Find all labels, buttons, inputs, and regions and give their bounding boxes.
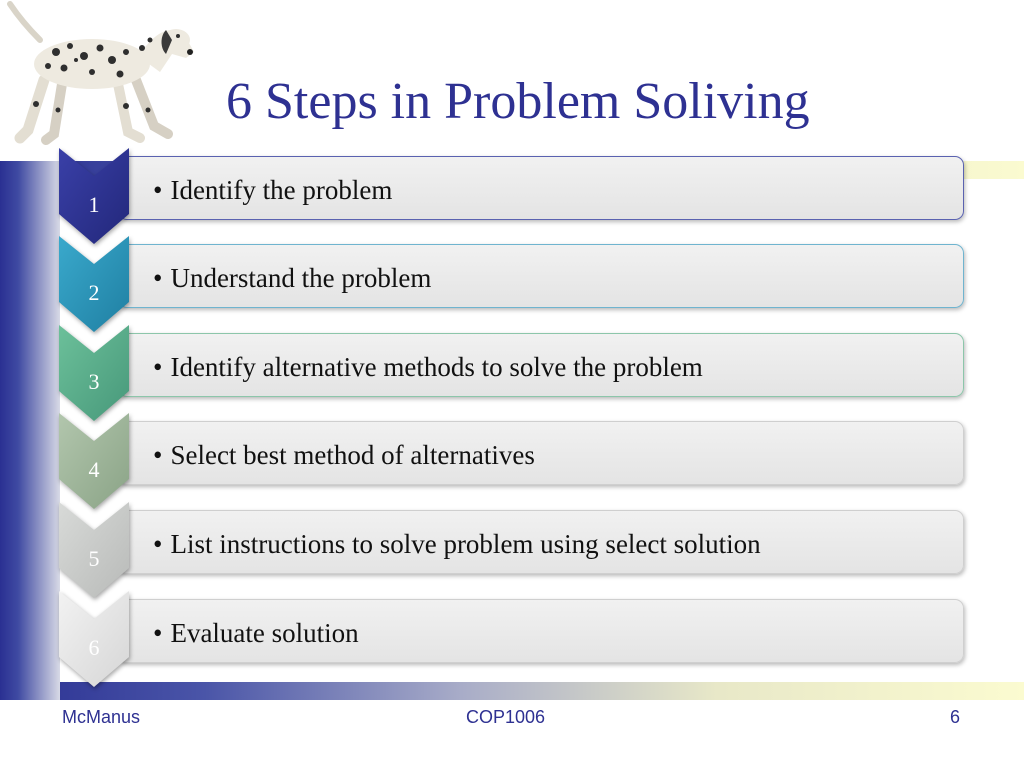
- step-number: 4: [88, 457, 100, 482]
- dalmatian-logo: [0, 0, 200, 150]
- footer-author: McManus: [62, 707, 141, 727]
- step-card: [118, 421, 964, 485]
- step-text: • Select best method of alternatives: [153, 440, 535, 470]
- step-card: [118, 244, 964, 308]
- footer-course: COP1006: [466, 707, 546, 727]
- step-row: [0, 156, 1024, 256]
- step-number: 6: [88, 635, 100, 660]
- step-number: 1: [88, 192, 100, 217]
- step-row: [0, 244, 1024, 344]
- step-card: [118, 599, 964, 663]
- slide-title: 6 Steps in Problem Soliving: [226, 73, 810, 130]
- step-card: [118, 333, 964, 397]
- step-text: • List instructions to solve problem using select solution: [153, 529, 761, 559]
- step-card: [118, 510, 964, 574]
- step-number: 5: [88, 546, 100, 571]
- step-text: • Identify the problem: [153, 175, 393, 205]
- step-row: [0, 333, 1024, 433]
- step-row: [0, 421, 1024, 521]
- footer-page-number: 6: [950, 707, 961, 727]
- step-text: • Evaluate solution: [153, 618, 359, 648]
- step-text: • Understand the problem: [153, 263, 432, 293]
- step-row: [0, 599, 1024, 699]
- step-text: • Identify alternative methods to solve the problem: [153, 352, 703, 382]
- step-row: [0, 510, 1024, 610]
- step-number: 3: [88, 369, 100, 394]
- step-number: 2: [88, 280, 100, 305]
- step-card: [118, 156, 964, 220]
